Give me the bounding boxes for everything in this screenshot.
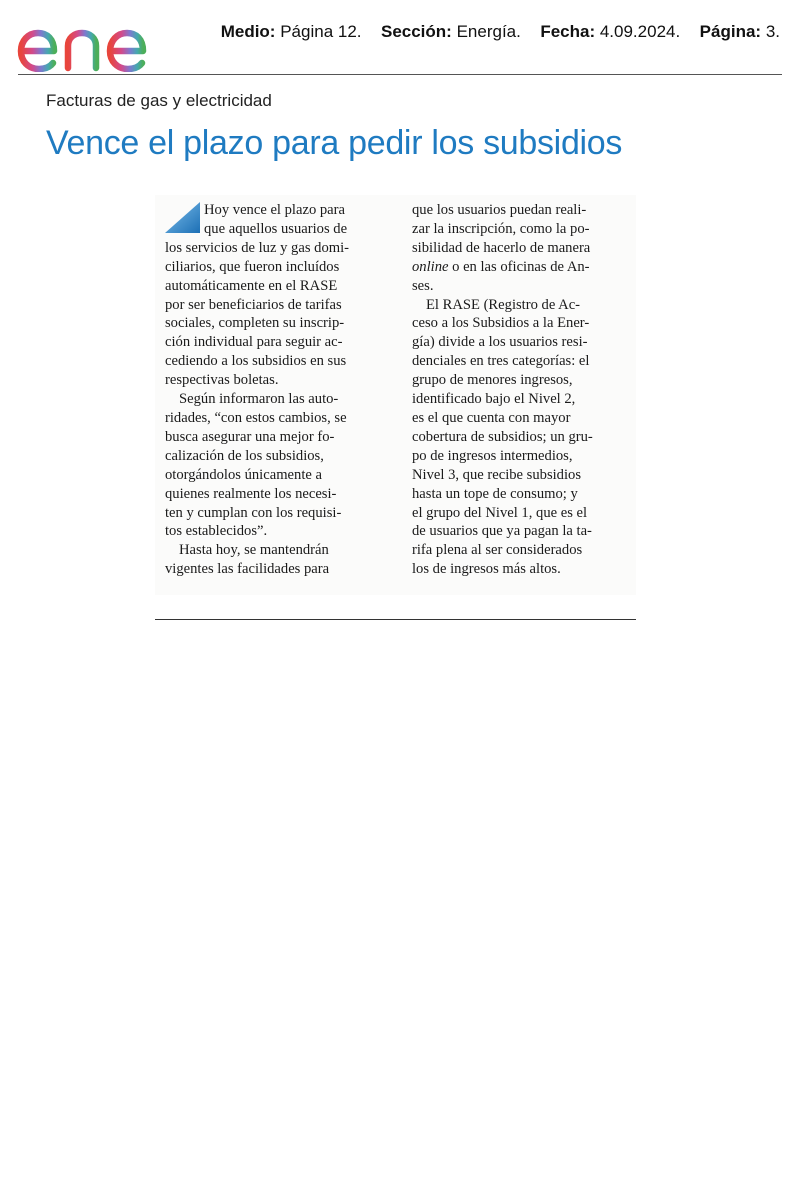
- seccion-label: Sección:: [380, 22, 452, 41]
- text-line: sibilidad de hacerlo de manera: [412, 239, 591, 256]
- text-line: po de ingresos intermedios,: [412, 447, 573, 464]
- text-line: que aquellos usuarios de: [204, 220, 348, 237]
- text-line: calización de los subsidios,: [165, 447, 324, 464]
- clipping-bottom-rule: [155, 619, 636, 620]
- seccion-value: Energía.: [456, 22, 521, 41]
- fecha-value: 4.09.2024.: [599, 22, 681, 41]
- text-line: es el que cuenta con mayor: [412, 409, 571, 426]
- article-column-right: [412, 201, 626, 579]
- article-headline: Vence el plazo para pedir los subsidios: [46, 124, 623, 162]
- text-line: el grupo del Nivel 1, que es el: [412, 504, 588, 521]
- italic-word: online: [412, 258, 449, 275]
- enel-logo: [14, 6, 184, 72]
- text-fragment: o en las oficinas de An-: [448, 258, 590, 275]
- text-line: gía) divide a los usuarios resi-: [412, 334, 588, 351]
- text-line: grupo de menores ingresos,: [412, 372, 573, 389]
- text-line: ses.: [412, 277, 434, 294]
- fecha-label: Fecha:: [540, 22, 596, 41]
- clipping-metadata: [221, 22, 780, 42]
- text-line: El RASE (Registro de Ac-: [426, 296, 581, 313]
- page-header: [0, 0, 800, 76]
- header-divider: [18, 74, 782, 75]
- text-line: respectivas boletas.: [165, 372, 279, 389]
- text-line: ceso a los Subsidios a la Ener-: [412, 315, 590, 332]
- paragraph: [165, 390, 379, 541]
- text-line: de usuarios que ya pagan la ta-: [412, 523, 592, 540]
- text-line: identificado bajo el Nivel 2,: [412, 391, 576, 408]
- text-line: hasta un tope de consumo; y: [412, 485, 578, 502]
- text-line: cediendo a los subsidios en sus: [165, 353, 347, 370]
- text-line: Hasta hoy, se mantendrán: [179, 542, 329, 559]
- text-line: otorgándolos únicamente a: [165, 466, 322, 483]
- text-line: sociales, completen su inscrip-: [165, 315, 345, 332]
- newspaper-clipping: [155, 195, 636, 595]
- pagina-label: Página:: [699, 22, 762, 41]
- article-kicker: Facturas de gas y electricidad: [46, 91, 272, 110]
- text-line: los servicios de luz y gas domi-: [165, 239, 350, 256]
- paragraph: [165, 541, 379, 579]
- text-line: Según informaron las auto-: [179, 391, 339, 408]
- text-line: tos establecidos”.: [165, 523, 268, 540]
- text-line: quienes realmente los necesi-: [165, 485, 337, 502]
- text-line: ridades, “con estos cambios, se: [165, 409, 347, 426]
- text-line: rifa plena al ser considerados: [412, 542, 583, 559]
- text-line: ción individual para seguir ac-: [165, 334, 343, 351]
- text-line: automáticamente en el RASE: [165, 277, 338, 294]
- text-line: los de ingresos más altos.: [412, 561, 561, 578]
- medio-label: Medio:: [220, 22, 276, 41]
- text-line-mixed: [412, 258, 626, 277]
- text-line: Hoy vence el plazo para: [204, 202, 345, 218]
- text-line: ten y cumplan con los requisi-: [165, 504, 342, 521]
- text-line: ciliarios, que fueron incluídos: [165, 258, 340, 275]
- text-line: por ser beneficiarios de tarifas: [165, 296, 342, 313]
- text-line: vigentes las facilidades para: [165, 561, 330, 578]
- paragraph: [412, 296, 626, 580]
- paragraph: [165, 201, 379, 390]
- text-line: Nivel 3, que recibe subsidios: [412, 466, 582, 483]
- text-line: zar la inscripción, como la po-: [412, 220, 590, 237]
- medio-value: Página 12.: [280, 22, 362, 41]
- pagina-value: 3.: [765, 22, 780, 41]
- text-line: denciales en tres categorías: el: [412, 353, 590, 370]
- text-line: cobertura de subsidios; un gru-: [412, 428, 593, 445]
- article-column-left: [165, 201, 379, 579]
- text-line: busca asegurar una mejor fo-: [165, 428, 335, 445]
- text-line: que los usuarios puedan reali-: [412, 202, 587, 218]
- paragraph: [412, 201, 626, 296]
